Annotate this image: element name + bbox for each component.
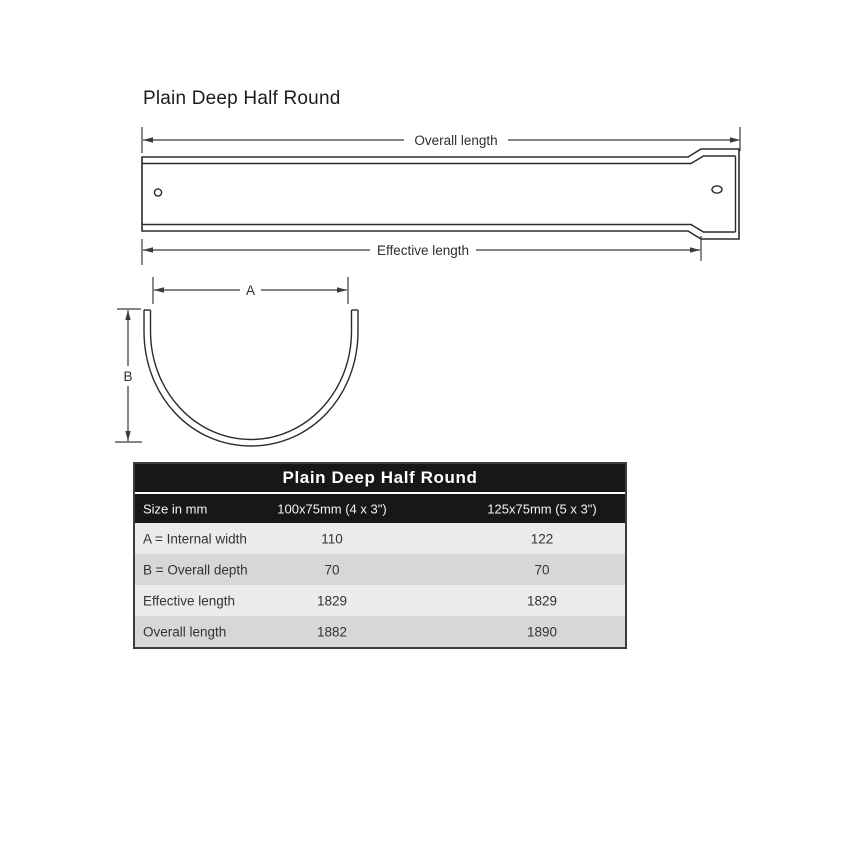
gutter-profile-outline — [144, 310, 358, 446]
arrow-right-icon — [690, 247, 700, 252]
overall-length-label: Overall length — [414, 133, 498, 148]
spec-table — [133, 462, 627, 649]
header-size-100x75: 100x75mm (4 x 3") — [277, 501, 387, 516]
dimension-b — [115, 309, 142, 442]
row-label: B = Overall depth — [143, 562, 248, 577]
screw-hole-left — [154, 189, 161, 196]
table-title: Plain Deep Half Round — [135, 464, 625, 494]
row-label: Overall length — [143, 624, 227, 639]
row-value-2: 122 — [530, 531, 554, 546]
overall-length-dimension — [142, 127, 740, 153]
row-value-2: 1890 — [526, 624, 558, 639]
plan-view-diagram — [142, 127, 740, 265]
row-value-2: 1829 — [526, 593, 558, 608]
row-value-2: 70 — [534, 562, 550, 577]
internal-width-label: A — [245, 283, 256, 298]
row-value-1: 110 — [321, 531, 343, 546]
arrow-left-icon — [143, 137, 153, 142]
table-row-effective-length — [135, 585, 625, 616]
arrow-left-icon — [154, 287, 164, 292]
header-size-125x75: 125x75mm (5 x 3") — [487, 501, 597, 516]
table-row-overall-length — [135, 616, 625, 647]
header-size-in-mm: Size in mm — [143, 501, 208, 516]
effective-length-label: Effective length — [376, 243, 470, 258]
effective-length-dimension — [142, 236, 701, 265]
screw-slot-right — [712, 186, 722, 193]
row-label: Effective length — [143, 593, 236, 608]
row-value-1: 1882 — [316, 624, 348, 639]
arrow-down-icon — [125, 431, 130, 441]
arrow-up-icon — [125, 310, 130, 320]
row-value-1: 70 — [324, 562, 340, 577]
row-label: A = Internal width — [143, 531, 247, 546]
arrow-left-icon — [143, 247, 153, 252]
table-row-internal-width — [135, 523, 625, 554]
dimension-a — [153, 277, 348, 304]
table-row-overall-depth — [135, 554, 625, 585]
arrow-right-icon — [730, 137, 740, 142]
table-header-row — [135, 494, 625, 523]
overall-depth-label: B — [123, 369, 133, 384]
row-value-1: 1829 — [316, 593, 348, 608]
cross-section-diagram — [115, 277, 358, 446]
arrow-right-icon — [337, 287, 347, 292]
page-title: Plain Deep Half Round — [143, 88, 341, 109]
gutter-plan-outline — [142, 149, 739, 239]
